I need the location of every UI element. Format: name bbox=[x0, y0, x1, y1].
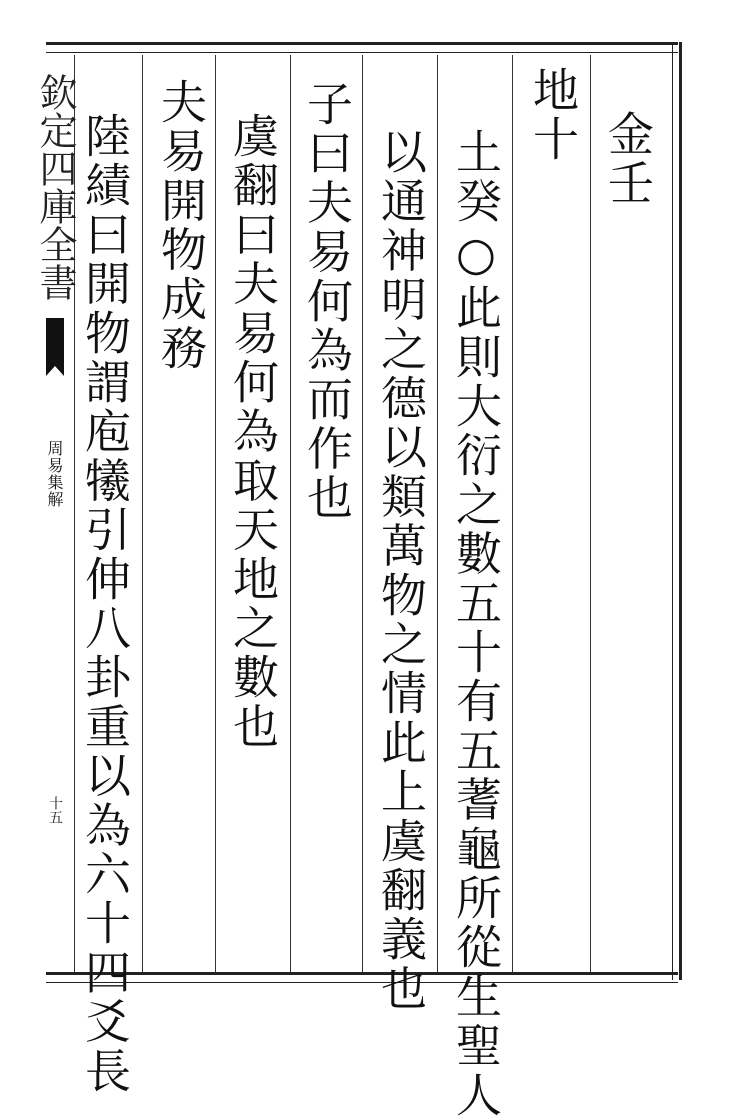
right-border bbox=[672, 42, 682, 980]
text-column-8: 陸績曰開物謂庖犧引伸八卦重以為六十四爻長 bbox=[78, 112, 132, 1096]
text-column-7: 夫易開物成務 bbox=[154, 78, 208, 374]
column-rule bbox=[215, 55, 216, 973]
bottom-border bbox=[46, 972, 678, 983]
text-column-1: 金壬 bbox=[601, 110, 655, 209]
column-rule bbox=[512, 55, 513, 973]
column-rule bbox=[590, 55, 591, 973]
column-rule bbox=[362, 55, 363, 973]
margin-book-title: 周易集解 bbox=[45, 440, 64, 508]
column-rule bbox=[290, 55, 291, 973]
library-header-fragment: 欽定四庫全書 bbox=[33, 73, 77, 301]
fish-tail-mark bbox=[46, 318, 64, 366]
text-column-3: 土癸○此則大衍之數五十有五蓍龜所從生聖人 bbox=[449, 128, 503, 1120]
text-column-2: 地十 bbox=[526, 66, 580, 165]
text-column-5: 子曰夫易何為而作也 bbox=[300, 80, 354, 523]
column-rule bbox=[437, 55, 438, 973]
text-column-4: 以通神明之德以類萬物之情此上虞翻義也 bbox=[374, 128, 428, 1014]
column-rule bbox=[142, 55, 143, 973]
text-column-6: 虞翻曰夫易何為取天地之數也 bbox=[226, 112, 280, 752]
margin-column bbox=[33, 55, 77, 972]
page-number: 十五 bbox=[47, 796, 63, 824]
top-border bbox=[46, 42, 678, 53]
